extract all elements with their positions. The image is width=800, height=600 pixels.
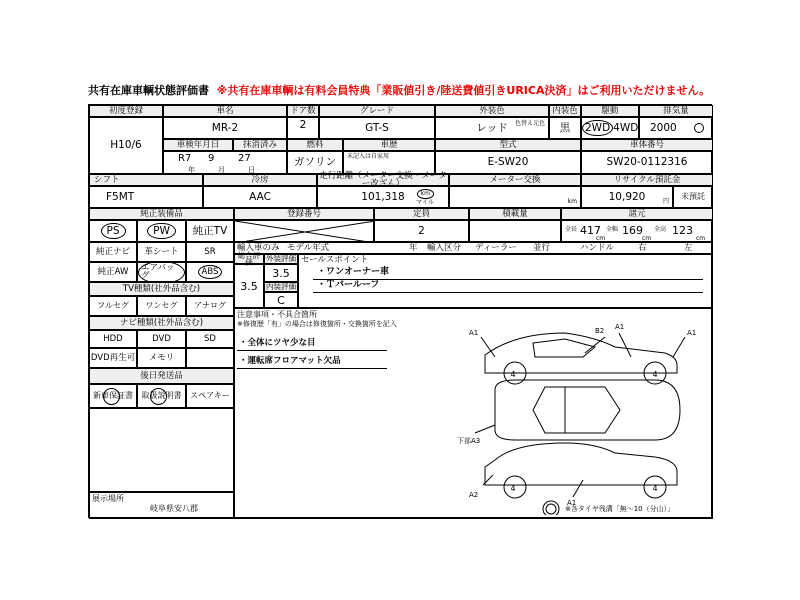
hdr-navi-type: ナビ種類(社外品含む) bbox=[89, 316, 234, 330]
navi-blank bbox=[186, 348, 234, 368]
mark-a1-bottom: A1 bbox=[567, 499, 577, 507]
hdr-displacement: 排気量 bbox=[639, 105, 713, 117]
hdr-interior: 内装色 bbox=[549, 105, 581, 117]
equip-abs-circled: ABS bbox=[198, 265, 223, 280]
doc-manual: 取扱説明書 bbox=[137, 384, 186, 408]
hdr-exterior-score: 外装評価 bbox=[266, 254, 296, 264]
equip-pw bbox=[137, 220, 186, 242]
hdr-doors: ドア数 bbox=[287, 105, 319, 117]
interior-value: 黒 bbox=[549, 117, 581, 139]
hdr-fuel: 燃料 bbox=[287, 139, 343, 151]
mark-under: 下部A3 bbox=[457, 437, 481, 445]
doors-value: 2 bbox=[287, 117, 319, 139]
navi-hdd: HDD bbox=[89, 330, 137, 348]
mark-a1-left: A1 bbox=[469, 329, 479, 337]
sales-point-2: ・Ｔバールーフ bbox=[317, 280, 380, 290]
tire-rl-value: 4 bbox=[510, 484, 516, 493]
doc-warranty: 新車保証書 bbox=[89, 384, 137, 408]
hdr-grade: グレード bbox=[319, 105, 435, 117]
hdr-overall: 総合評価 bbox=[234, 254, 264, 264]
tire-rr-value: 4 bbox=[652, 484, 658, 493]
hdr-drive: 駆動 bbox=[581, 105, 639, 117]
notes-area: 注意事項・不具合箇所 ※修復歴「有」の場合は修復箇所・交換箇所を記入 ・全体にツヤ少な目 ・運転席フロアマット欠品 4 4 4 4 A1 B2 A1 A1 下部A3 A2 A1 ※各タイヤ残溝「無～10（分山）」 bbox=[234, 308, 713, 519]
interior-score: C bbox=[264, 292, 298, 308]
doc-manual-circle bbox=[150, 388, 167, 405]
mark-a2: A2 bbox=[469, 491, 479, 499]
fuel-value: ガソリン bbox=[287, 151, 343, 174]
sales-point-1: ・ワンオーナー車 bbox=[317, 267, 390, 277]
document-title: 共有在庫車輌状態評価書 ※共有在庫車輌は有料会員特典「業販値引き/陸送費値引きURICA決済」はご利用いただけません。 bbox=[88, 84, 711, 97]
hdr-dimensions: 諸元 bbox=[561, 208, 713, 220]
hdr-load: 積載量 bbox=[469, 208, 561, 220]
equip-sr: SR bbox=[186, 242, 234, 262]
exterior-score: 3.5 bbox=[264, 264, 298, 282]
inspection-date: R7 9 27 年 月 日 bbox=[163, 151, 287, 174]
displacement-value: 2000 bbox=[639, 117, 713, 139]
meter-exchange-value: km bbox=[449, 186, 581, 208]
mileage-value: 101,318 km マイル bbox=[317, 186, 449, 208]
hdr-shift: シフト bbox=[89, 174, 203, 186]
hdr-documents: 後日発送品 bbox=[89, 368, 234, 384]
hdr-inspection: 車検年月日 bbox=[163, 139, 233, 151]
reg-no-value bbox=[234, 220, 374, 242]
car-diagram bbox=[455, 315, 715, 515]
shift-value: F5MT bbox=[89, 186, 203, 208]
hdr-interior-score: 内装評価 bbox=[266, 282, 296, 292]
car-name-value: MR-2 bbox=[163, 117, 287, 139]
equip-leather: 革シート bbox=[137, 242, 186, 262]
note-1: ・全体にツヤ少な目 bbox=[239, 338, 316, 348]
load-value bbox=[469, 220, 561, 242]
exterior-value: レッド 色替え元色 bbox=[435, 117, 549, 139]
navi-memory: メモリ bbox=[137, 348, 186, 368]
note-2: ・運転席フロアマット欠品 bbox=[239, 356, 341, 366]
drive-4wd: 4WD bbox=[613, 121, 639, 134]
ac-value: AAC bbox=[203, 186, 317, 208]
hdr-tv-type: TV種類(社外品含む) bbox=[89, 282, 234, 296]
hdr-vin: 車体番号 bbox=[581, 139, 713, 151]
hdr-model: 車歴 bbox=[343, 139, 435, 151]
hdr-model-code: 型式 bbox=[435, 139, 581, 151]
hdr-odometer-replaced: 抹消済み bbox=[233, 139, 287, 151]
mark-a1-mid: A1 bbox=[615, 323, 625, 331]
exterior-note: 色替え元色 bbox=[514, 120, 545, 127]
mark-b2: B2 bbox=[595, 327, 605, 335]
hdr-first-reg: 初度登録 bbox=[89, 105, 163, 117]
hdr-mileage: 走行距離（メーター交換・メーター改ざん） bbox=[317, 174, 449, 186]
evaluation-sheet bbox=[88, 104, 712, 518]
km-circled: km bbox=[417, 189, 434, 199]
tire-fl-value: 4 bbox=[510, 370, 516, 379]
drive-2wd-circled: 2WD bbox=[582, 120, 613, 137]
equip-navi: 純正ナビ bbox=[89, 242, 137, 262]
hdr-reg-no: 登録番号 bbox=[234, 208, 374, 220]
import-row: 輸入車のみ モデル年式 年 輸入区分 ディーラー 並行 ハンドル 右 左 bbox=[234, 242, 713, 254]
capacity-value: 2 bbox=[374, 220, 469, 242]
model-value: 未記入は自家用 bbox=[343, 151, 435, 174]
tire-note: ※各タイヤ残溝「無～10（分山）」 bbox=[565, 505, 675, 513]
vin-value: SW20-0112316 bbox=[581, 151, 713, 174]
notice-text: ※共有在庫車輌は有料会員特典「業販値引き/陸送費値引きURICA決済」はご利用いただけません。 bbox=[216, 84, 711, 97]
displacement-unit-icon bbox=[694, 123, 704, 133]
navi-dvd-play: DVD再生可 bbox=[89, 348, 137, 368]
hdr-capacity: 定員 bbox=[374, 208, 469, 220]
blank-left bbox=[89, 408, 234, 492]
dimensions-value: 全長 417 全幅 169 全高 123 cm cm cm bbox=[561, 220, 713, 242]
grade-value: GT-S bbox=[319, 117, 435, 139]
hdr-ac: 冷房 bbox=[203, 174, 317, 186]
drive-value bbox=[581, 117, 639, 139]
mark-a1-right: A1 bbox=[687, 329, 697, 337]
recycle-status: 未預託 bbox=[673, 186, 713, 208]
tv-fullseg: フルセグ bbox=[89, 296, 137, 316]
navi-sd: SD bbox=[186, 330, 234, 348]
first-reg-value: H10/6 bbox=[89, 117, 163, 174]
hdr-exterior: 外装色 bbox=[435, 105, 549, 117]
sales-points: セールスポイント ・ワンオーナー車 ・Ｔバールーフ bbox=[298, 254, 713, 308]
tire-fr-value: 4 bbox=[652, 370, 658, 379]
mile-label: マイル bbox=[416, 199, 434, 206]
equip-ps-circled: PS bbox=[101, 223, 126, 240]
display-location: 展示場所 岐阜県安八郡 bbox=[89, 492, 234, 519]
hdr-equipment: 純正装備品 bbox=[89, 208, 234, 220]
overall-score: 3.5 bbox=[234, 264, 264, 308]
equip-abs bbox=[186, 262, 234, 282]
equip-ps bbox=[89, 220, 137, 242]
hdr-car-name: 車名 bbox=[163, 105, 287, 117]
equip-tv: 純正TV bbox=[186, 220, 234, 242]
equip-pw-circled: PW bbox=[147, 223, 176, 240]
equip-airbag bbox=[137, 262, 186, 282]
tv-analog: アナログ bbox=[186, 296, 234, 316]
recycle-value: 10,920 円 bbox=[581, 186, 673, 208]
navi-dvd: DVD bbox=[137, 330, 186, 348]
equip-aw: 純正AW bbox=[89, 262, 137, 282]
hdr-recycle: リサイクル預託金 bbox=[581, 174, 713, 186]
doc-spare-key: スペアキー bbox=[186, 384, 234, 408]
tv-oneseg: ワンセグ bbox=[137, 296, 186, 316]
doc-warranty-circle bbox=[103, 388, 120, 405]
model-code-value: E-SW20 bbox=[435, 151, 581, 174]
equip-airbag-circled: エアバッグ bbox=[138, 261, 185, 284]
hdr-meter-exchange: メーター交換 bbox=[449, 174, 581, 186]
